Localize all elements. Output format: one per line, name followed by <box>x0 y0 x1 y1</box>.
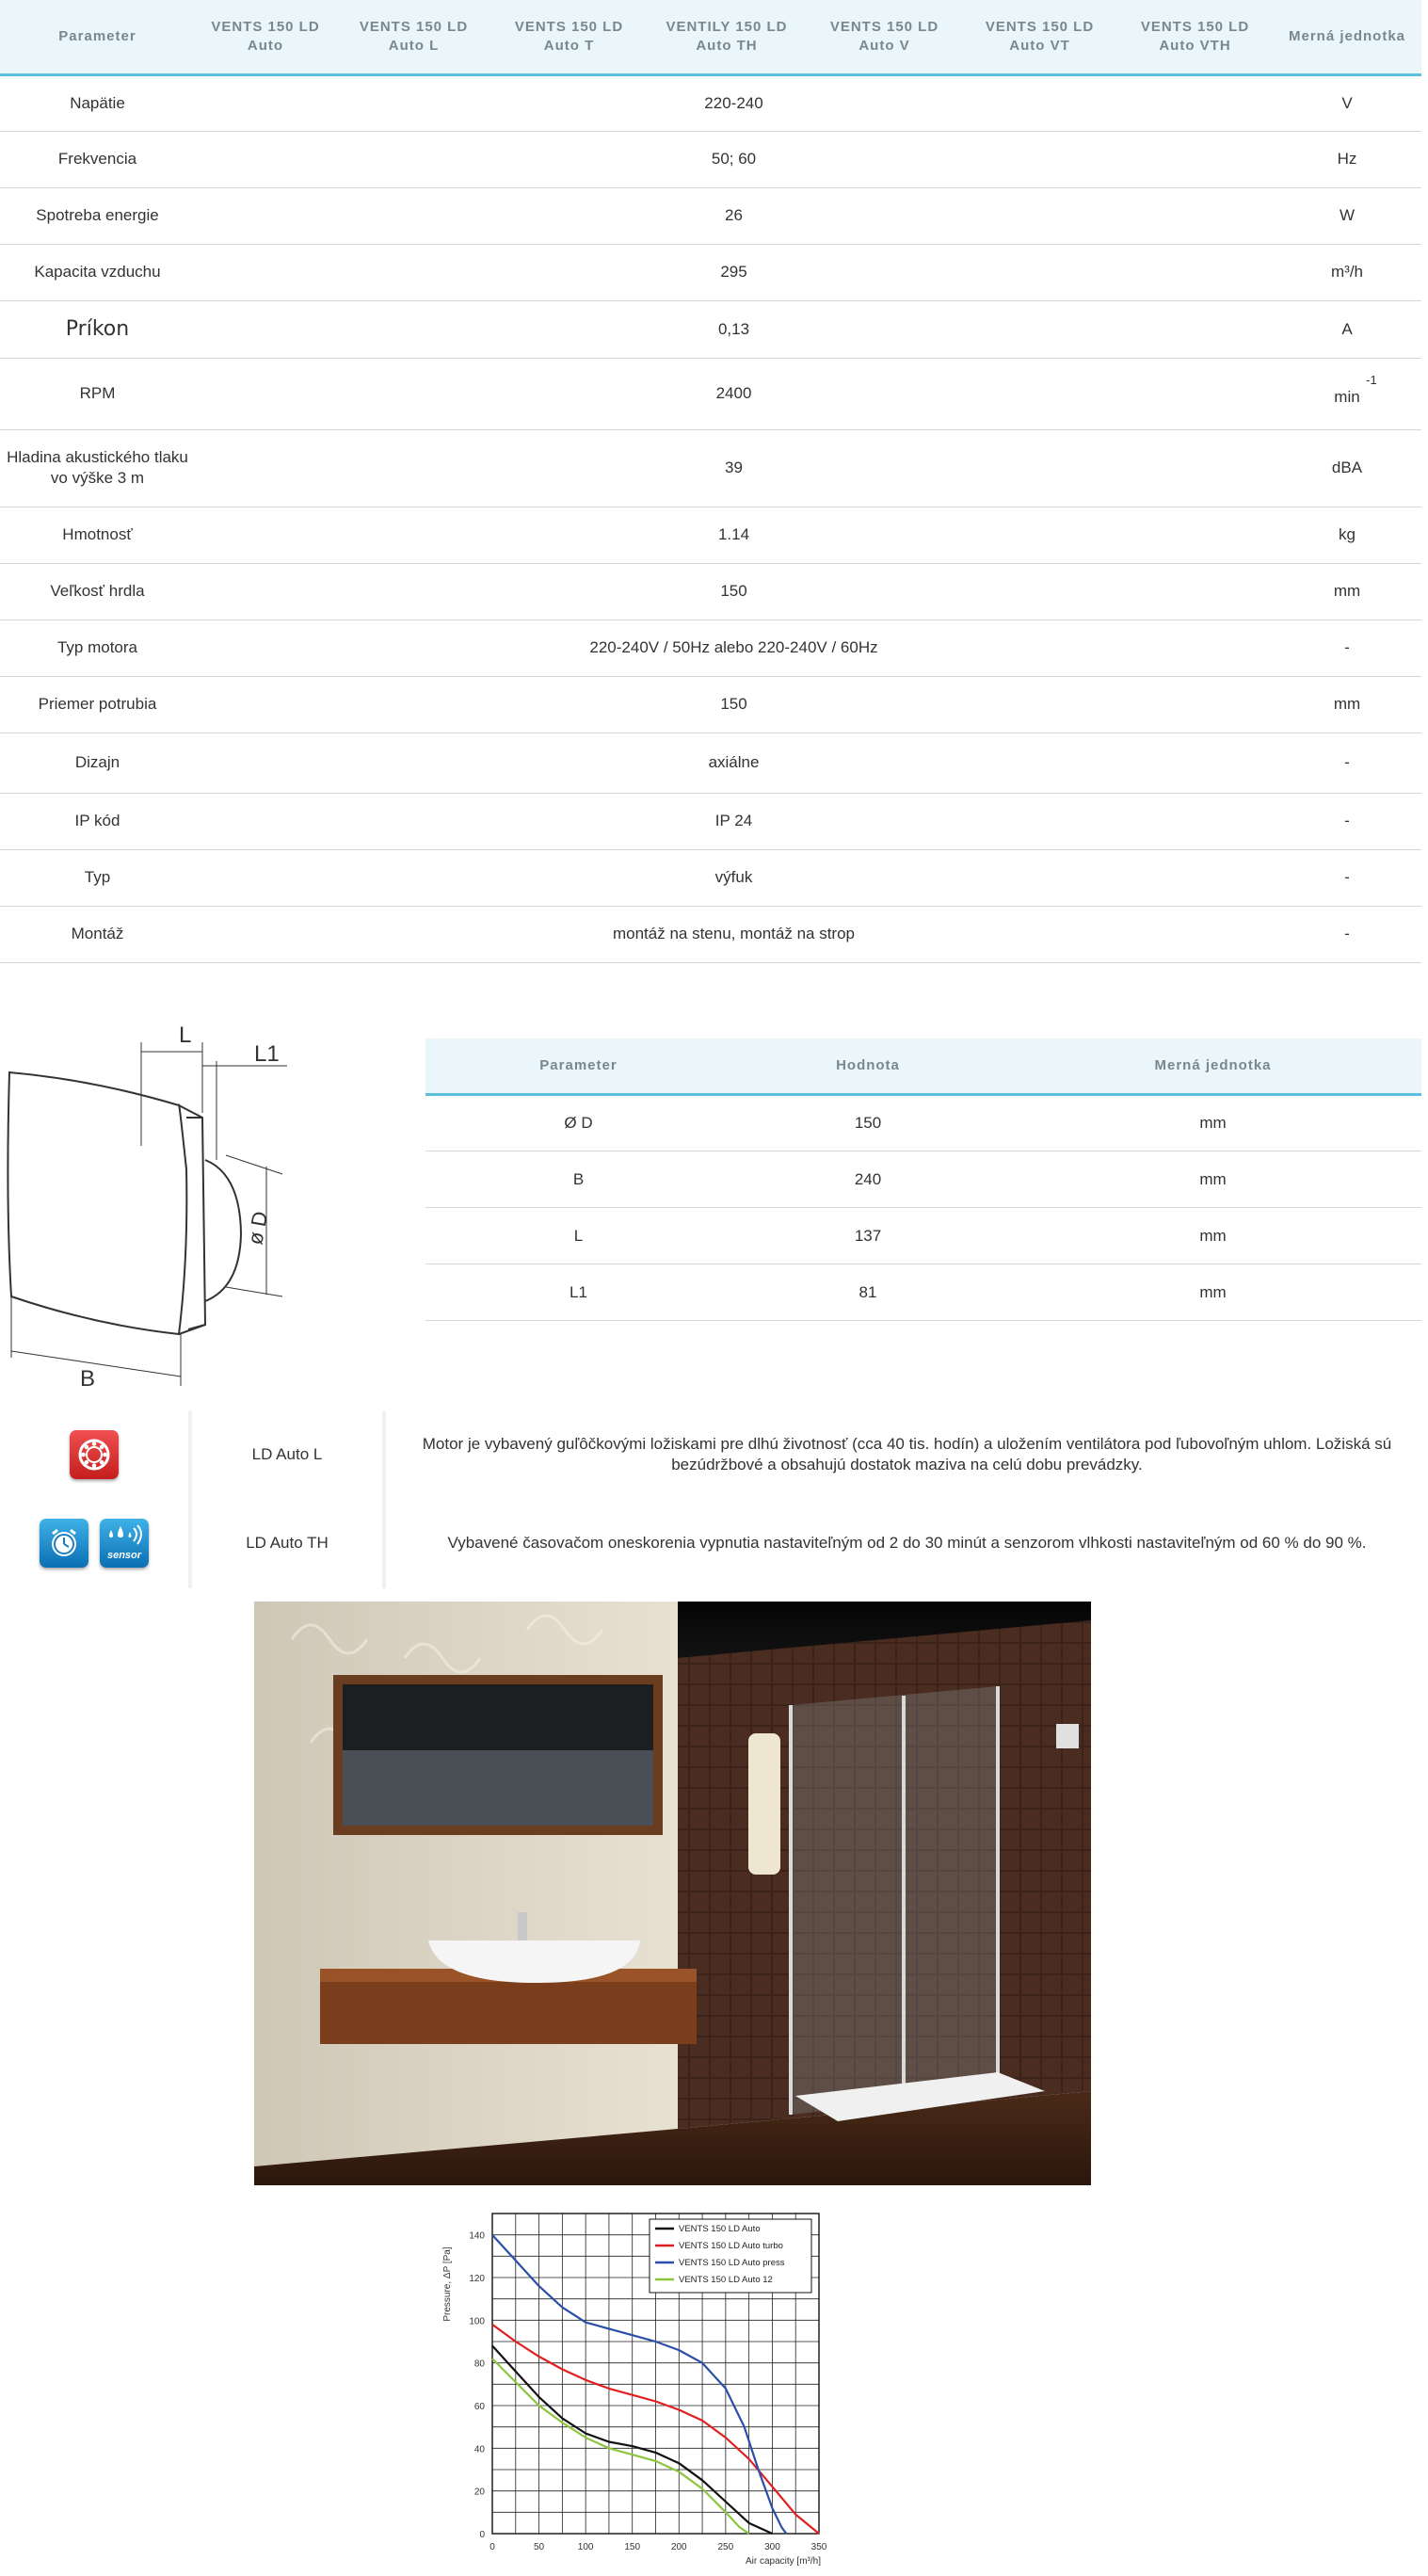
unit-cell: mm <box>1273 563 1421 620</box>
unit-cell: mm <box>1273 676 1421 733</box>
bathroom-photo <box>254 1602 1091 2185</box>
pressure-chart-svg <box>441 2204 836 2571</box>
col-header: VENTS 150 LD Auto T <box>491 0 647 74</box>
param-cell: Hmotnosť <box>0 507 195 563</box>
bathroom-interior-image <box>254 1602 1091 2185</box>
feature-row <box>0 1411 1428 1498</box>
sensor-icon-text: sensor <box>106 1549 142 1561</box>
dimension-table <box>425 1038 1421 1322</box>
humidity-sensor-icon <box>100 1519 149 1568</box>
param-cell: Typ motora <box>0 620 195 676</box>
value-cell: 150 <box>731 1095 1004 1151</box>
feature-description: Motor je vybavený guľôčkovými ložiskami pre dlhú životnosť (cca 40 tis. hodín) a uložením ventilátora pod ľubovoľným uhlom. Ložiská sú bezúdržbové a obsahujú dostatok maziva na celú dobu prevádzky. <box>422 1434 1392 1473</box>
param-cell: Priemer potrubia <box>0 676 195 733</box>
unit-cell: kg <box>1273 507 1421 563</box>
param-cell: Typ <box>0 849 195 906</box>
ball-bearing-icon <box>70 1430 119 1479</box>
unit-cell: - <box>1273 620 1421 676</box>
x-tick-label: 250 <box>717 2541 734 2552</box>
col-header: Merná jednotka <box>1004 1038 1421 1095</box>
table-row <box>0 733 1421 793</box>
x-tick-label: 200 <box>670 2541 687 2552</box>
y-tick-label: 20 <box>473 2487 485 2498</box>
unit-cell: mm <box>1004 1208 1421 1264</box>
value-cell: 26 <box>195 187 1273 244</box>
table-row <box>0 849 1421 906</box>
y-tick-label: 0 <box>479 2529 485 2540</box>
x-tick-label: 0 <box>489 2541 495 2552</box>
col-header: Merná jednotka <box>1273 0 1421 74</box>
dimensions-section <box>0 1014 1428 1402</box>
y-axis-label: Pressure, ΔP [Pa] <box>442 2246 453 2322</box>
label-b: B <box>80 1365 96 1392</box>
legend-entry: VENTS 150 LD Auto press <box>679 2257 785 2268</box>
fan-dimension-drawing <box>0 1014 320 1402</box>
param-cell: Veľkosť hrdla <box>0 563 195 620</box>
label-d: ø D <box>243 1209 273 1247</box>
unit-cell: m³/h <box>1273 244 1421 300</box>
value-cell: montáž na stenu, montáž na strop <box>195 906 1273 962</box>
value-cell: 240 <box>731 1151 1004 1208</box>
feature-model: LD Auto TH <box>188 1498 386 1588</box>
y-tick-label: 120 <box>469 2273 485 2284</box>
param-cell: B <box>425 1151 731 1208</box>
unit-cell <box>1273 358 1421 429</box>
value-cell: 2400 <box>195 358 1273 429</box>
table-row <box>0 620 1421 676</box>
table-row <box>0 244 1421 300</box>
table-row <box>0 187 1421 244</box>
y-tick-label: 140 <box>469 2230 485 2242</box>
unit-cell: V <box>1273 74 1421 131</box>
table-row <box>0 131 1421 187</box>
col-header: VENTS 150 LD Auto V <box>807 0 962 74</box>
col-header: VENTS 150 LD Auto VT <box>962 0 1117 74</box>
feature-icons <box>0 1430 188 1479</box>
param-cell: RPM <box>0 358 195 429</box>
table-row <box>0 793 1421 849</box>
x-tick-label: 350 <box>810 2541 827 2552</box>
col-header: Parameter <box>0 0 195 74</box>
feature-description: Vybavené časovačom oneskorenia vypnutia nastaviteľným od 2 do 30 minút a senzorom vlhkosti nastaviteľným od 60 % do 90 %. <box>447 1533 1367 1552</box>
y-tick-label: 100 <box>469 2315 485 2326</box>
unit-cell: mm <box>1004 1095 1421 1151</box>
table-row <box>425 1151 1421 1208</box>
x-tick-label: 300 <box>764 2541 780 2552</box>
col-header: VENTS 150 LD Auto <box>195 0 336 74</box>
table-row <box>425 1264 1421 1321</box>
spec-table-header <box>0 0 1421 74</box>
value-cell: 137 <box>731 1208 1004 1264</box>
label-l1: L1 <box>254 1040 280 1067</box>
unit-cell: Hz <box>1273 131 1421 187</box>
col-header: VENTS 150 LD Auto VTH <box>1117 0 1273 74</box>
legend-entry: VENTS 150 LD Auto <box>679 2223 761 2234</box>
value-cell: 295 <box>195 244 1273 300</box>
unit-cell: mm <box>1004 1264 1421 1321</box>
table-row <box>425 1208 1421 1264</box>
param-cell: L1 <box>425 1264 731 1321</box>
param-cell: Ø D <box>425 1095 731 1151</box>
spec-table <box>0 0 1421 963</box>
dim-table-header <box>425 1038 1421 1095</box>
unit-cell: - <box>1273 849 1421 906</box>
label-l: L <box>179 1022 192 1048</box>
legend-entry: VENTS 150 LD Auto 12 <box>679 2274 773 2285</box>
chart-legend <box>650 2219 811 2293</box>
feature-icons <box>0 1519 188 1568</box>
col-header: VENTS 150 LD Auto L <box>336 0 491 74</box>
unit-cell: dBA <box>1273 429 1421 507</box>
param-cell: Frekvencia <box>0 131 195 187</box>
col-header: Hodnota <box>731 1038 1004 1095</box>
param-cell: Kapacita vzduchu <box>0 244 195 300</box>
param-cell: Hladina akustického tlaku vo výške 3 m <box>0 429 195 507</box>
unit-cell: W <box>1273 187 1421 244</box>
param-cell: Montáž <box>0 906 195 962</box>
feature-model: LD Auto L <box>188 1411 386 1498</box>
pressure-chart <box>441 2204 836 2571</box>
table-row <box>425 1095 1421 1151</box>
value-cell: 150 <box>195 563 1273 620</box>
value-cell: axiálne <box>195 733 1273 793</box>
table-row <box>0 358 1421 429</box>
param-cell: IP kód <box>0 793 195 849</box>
param-cell: Príkon <box>0 300 195 358</box>
y-tick-label: 80 <box>473 2359 485 2370</box>
x-axis-label: Air capacity [m³/h] <box>745 2555 821 2567</box>
unit-cell: - <box>1273 906 1421 962</box>
timer-icon <box>40 1519 88 1568</box>
unit-rpm: min -1 <box>1334 373 1377 406</box>
value-cell: 0,13 <box>195 300 1273 358</box>
y-tick-label: 40 <box>473 2443 485 2455</box>
value-cell: 81 <box>731 1264 1004 1321</box>
unit-cell: - <box>1273 793 1421 849</box>
feature-row <box>0 1498 1428 1588</box>
series-line-4 <box>492 2359 749 2534</box>
table-row <box>0 507 1421 563</box>
x-tick-label: 50 <box>534 2541 545 2552</box>
value-cell: 1.14 <box>195 507 1273 563</box>
unit-cell: mm <box>1004 1151 1421 1208</box>
value-cell: 220-240 <box>195 74 1273 131</box>
table-row <box>0 676 1421 733</box>
value-cell: výfuk <box>195 849 1273 906</box>
legend-entry: VENTS 150 LD Auto turbo <box>679 2240 783 2251</box>
value-cell: IP 24 <box>195 793 1273 849</box>
table-row <box>0 429 1421 507</box>
x-tick-label: 100 <box>577 2541 594 2552</box>
value-cell: 220-240V / 50Hz alebo 220-240V / 60Hz <box>195 620 1273 676</box>
value-cell: 50; 60 <box>195 131 1273 187</box>
unit-cell: - <box>1273 733 1421 793</box>
param-cell: Napätie <box>0 74 195 131</box>
param-cell: Spotreba energie <box>0 187 195 244</box>
table-row <box>0 906 1421 962</box>
features-section <box>0 1411 1428 1588</box>
unit-cell: A <box>1273 300 1421 358</box>
value-cell: 150 <box>195 676 1273 733</box>
y-tick-label: 60 <box>473 2401 485 2412</box>
unit-exponent: -1 <box>1366 373 1377 387</box>
value-cell: 39 <box>195 429 1273 507</box>
x-tick-label: 150 <box>624 2541 641 2552</box>
param-cell: L <box>425 1208 731 1264</box>
param-cell: Dizajn <box>0 733 195 793</box>
table-row <box>0 563 1421 620</box>
table-row <box>0 300 1421 358</box>
table-row <box>0 74 1421 131</box>
col-header: VENTILY 150 LD Auto TH <box>647 0 807 74</box>
col-header: Parameter <box>425 1038 731 1095</box>
